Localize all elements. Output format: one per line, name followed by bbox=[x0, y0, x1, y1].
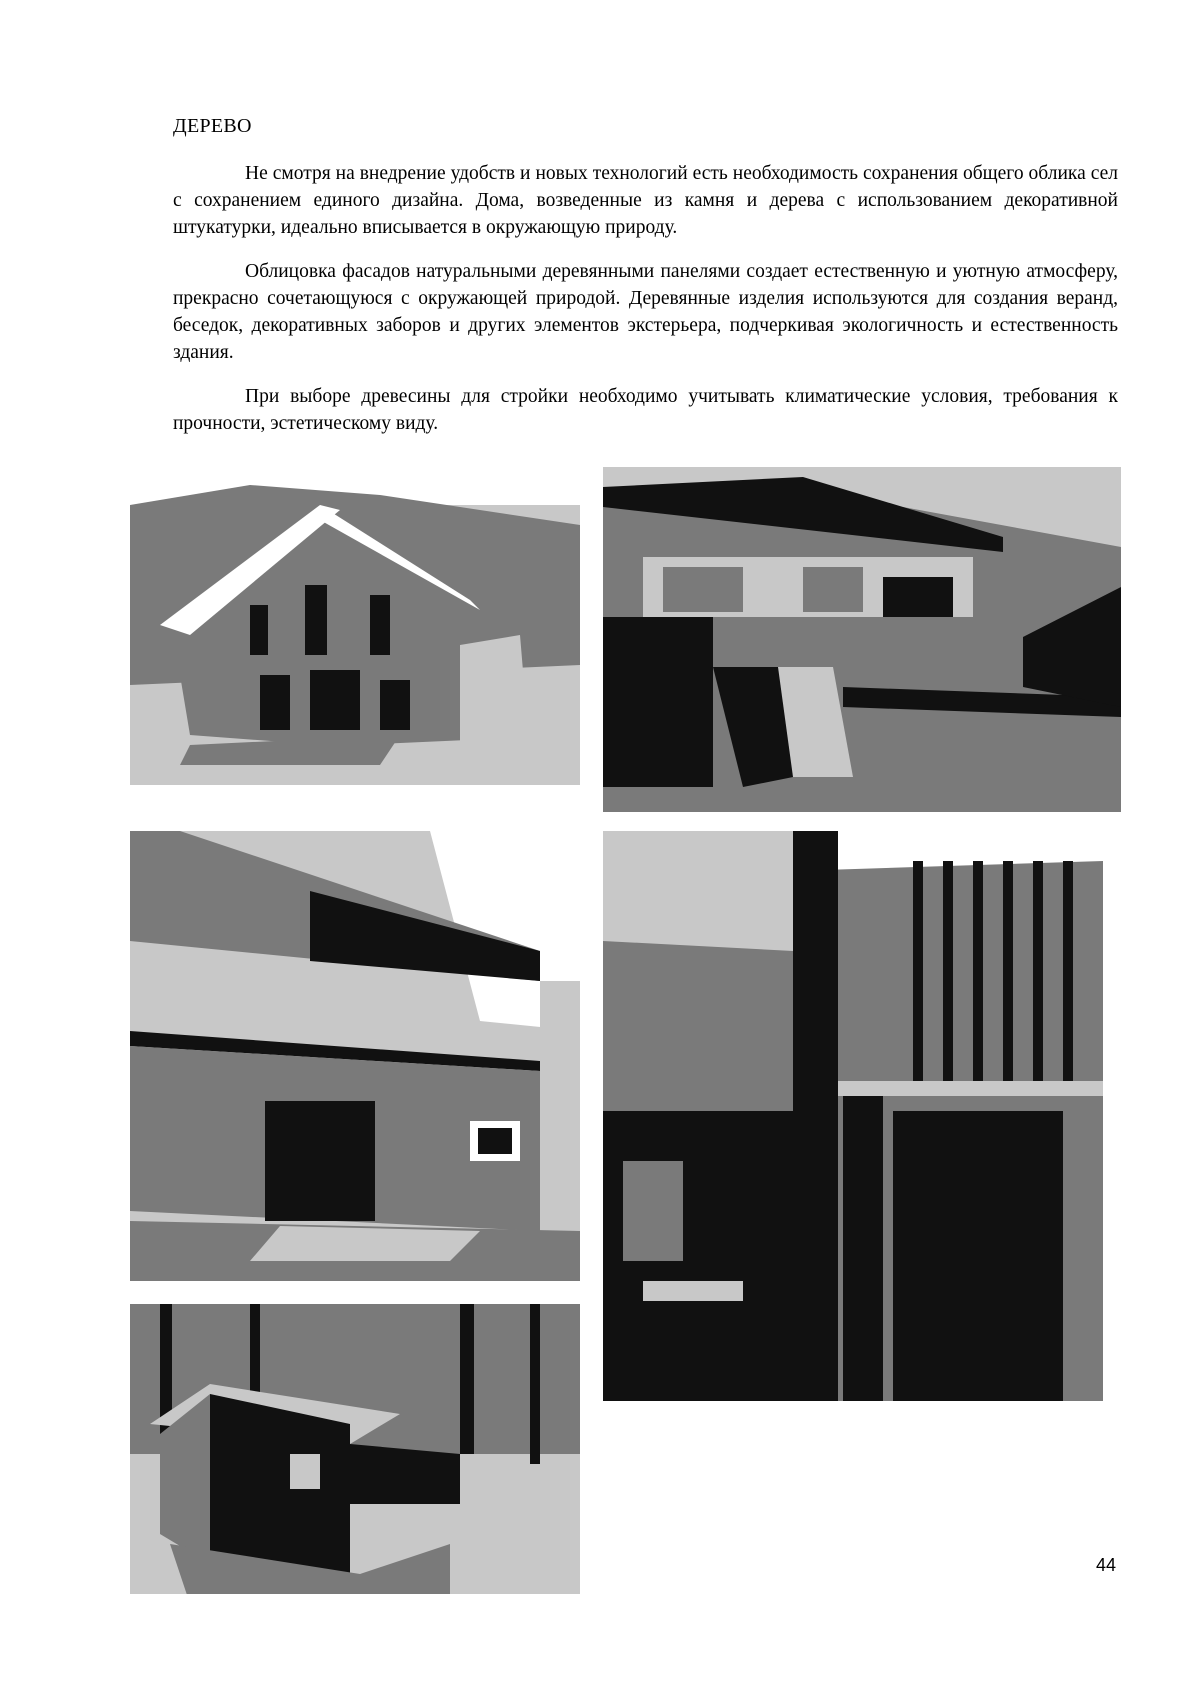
photo-flat-roof-house bbox=[130, 831, 580, 1281]
paragraph-3: При выборе древесины для стройки необходимо учитывать климатические условия, требования к прочности, эстетическому виду. bbox=[173, 386, 1118, 434]
photo-chalet-house bbox=[130, 465, 580, 810]
photo-forest-cabin bbox=[130, 1304, 580, 1616]
paragraph-1: Не смотря на внедрение удобств и новых технологий есть необходимость сохранения общего облика сел с сохранением единого дизайна. Дома, возведенные из камня и дерева с использованием декоративной штукатурки, идеально вписывается в окружающую природу. bbox=[173, 163, 1118, 238]
page-number: 44 bbox=[1096, 1555, 1117, 1575]
section-heading: ДЕРЕВО bbox=[173, 115, 252, 137]
paragraph-2: Облицовка фасадов натуральными деревянными панелями создает естественную и уютную атмосферу, прекрасно сочетающуюся с окружающей природой. Деревянные изделия используются для создания веранд, беседок, декоративных заборов и других элементов экстерьера, подчеркивая экологичность и естественность здания. bbox=[173, 261, 1118, 363]
photo-slat-entrance bbox=[603, 831, 1103, 1401]
photo-balcony-house bbox=[603, 467, 1121, 812]
